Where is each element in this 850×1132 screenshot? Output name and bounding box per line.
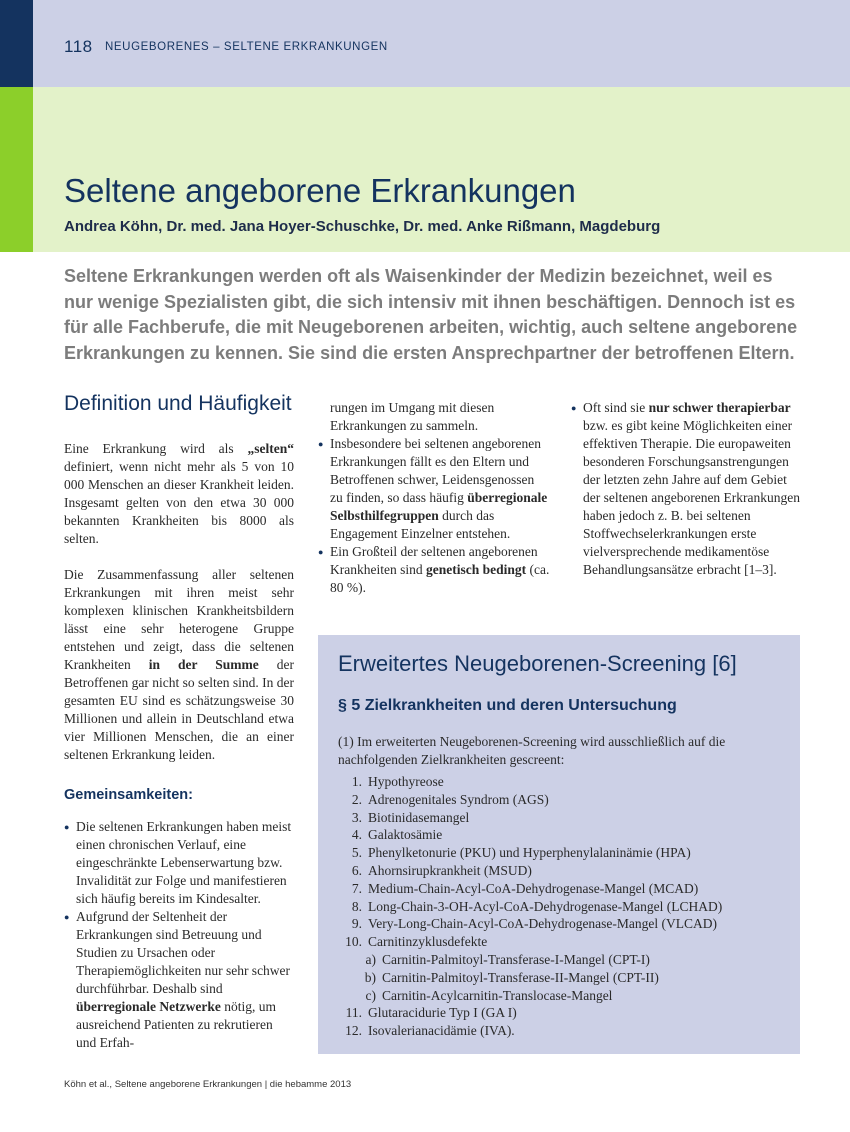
disease-item — [338, 844, 788, 862]
section-heading-definition: Definition und Häufigkeit — [64, 392, 292, 415]
disease-item — [338, 809, 788, 827]
bullet-list-continued — [318, 435, 550, 597]
emphasis-in-der-summe: in der Summe — [148, 657, 259, 672]
item-text: Isovalerianacidämie (IVA). — [368, 1023, 515, 1039]
authors: Andrea Köhn, Dr. med. Jana Hoyer-Schuschke, Dr. med. Anke Rißmann, Magdeburg — [64, 218, 661, 235]
item-text: Carnitinzyklusdefekte — [368, 934, 488, 950]
disease-item — [338, 915, 788, 933]
disease-item — [338, 1004, 788, 1022]
title-accent-bar — [0, 87, 33, 252]
header-accent-bar — [0, 0, 33, 87]
list-item-continuation: rungen im Umgang mit diesen Erkrankungen zu sammeln. — [330, 400, 495, 433]
disease-item — [338, 880, 788, 898]
item-text: Hypothyreose — [368, 774, 444, 789]
disease-item — [338, 773, 788, 791]
item-number: 7. — [351, 880, 362, 896]
item-text: Carnitin-Palmitoyl-Transferase-I-Mangel (CPT-I) — [382, 951, 650, 967]
screening-infobox — [318, 635, 800, 1054]
item-number: 6. — [351, 862, 362, 878]
column-3 — [571, 399, 803, 579]
item-number: 12. — [345, 1023, 362, 1039]
disease-item — [338, 791, 788, 809]
item-number: 8. — [351, 898, 362, 914]
item-text: Phenylketonurie (PKU) und Hyperphenylalaninämie (HPA) — [368, 845, 691, 861]
item-text: Carnitin-Acylcarnitin-Translocase-Mangel — [382, 987, 613, 1003]
infobox-intro: (1) Im erweiterten Neugeborenen-Screening wird ausschließlich auf die nachfolgenden Zielkrankheiten gescreent: — [338, 734, 726, 767]
list-item — [571, 399, 803, 579]
item-text: Biotinidasemangel — [368, 809, 470, 825]
list-item — [318, 543, 550, 597]
text-run: Eine Erkrankung wird als — [64, 441, 248, 456]
text-run: bzw. es gibt keine Möglichkeiten einer effektiven Therapie. Die europaweiten besonderen Forschungsanstrengungen der letzten zehn Jahre auf dem Gebiet der seltenen angeborenen Erkrankungen haben jedoch z. B. bei seltenen Stoffwechselerkrankungen erste vielversprechende medikamentöse Behandlungsansätze erbracht [1–3]. — [583, 418, 801, 577]
item-text: Very-Long-Chain-Acyl-CoA-Dehydrogenase-Mangel (VLCAD) — [368, 916, 718, 932]
page-footer: Köhn et al., Seltene angeborene Erkrankungen | die hebamme 2013 — [64, 1079, 352, 1090]
text-run: durch das Engagement Einzelner entstehen. — [330, 508, 511, 541]
article-title: Seltene angeborene Erkrankungen — [64, 172, 576, 209]
disease-subitem — [338, 987, 788, 1005]
emphasis-netzwerke: überregionale Netzwerke — [76, 999, 221, 1014]
text-run: Ein Großteil der seltenen angeborenen Krankheiten sind — [330, 544, 538, 577]
disease-item — [338, 1022, 788, 1040]
disease-item — [338, 898, 788, 916]
infobox-title: Erweitertes Neugeborenen-Screening [6] — [338, 651, 737, 676]
text-run: definiert, wenn nicht mehr als 5 von 10 000 Menschen an dieser Krankheit leiden. Insgesamt gelten von den etwa 30 000 bekannten Krankheiten bis 8000 als selten. — [64, 459, 294, 546]
disease-subitem — [338, 969, 788, 987]
item-number: c) — [365, 987, 376, 1003]
column-1 — [64, 390, 294, 1052]
item-text: Galaktosämie — [368, 827, 443, 843]
text-run: Aufgrund der Seltenheit der Erkrankungen sind Betreuung und Studien zu Ursachen oder Therapiemöglichkeiten nur sehr schwer durchführbar. Deshalb sind — [76, 909, 291, 996]
item-number: 2. — [351, 791, 362, 807]
text-run: der Betroffenen gar nicht so selten sind. In der gesamten EU sind es schätzungsweise 30 Millionen und allein in Deutschland etwa vier Millionen Menschen, die an einer seltenen Erkrankung leiden. — [64, 657, 294, 762]
disease-subitem — [338, 951, 788, 969]
item-number: 10. — [345, 934, 362, 950]
item-number: 9. — [351, 916, 362, 932]
disease-item — [338, 826, 788, 844]
column-2 — [318, 399, 550, 597]
page-number: 118 — [64, 37, 93, 56]
emphasis-therapierbar: nur schwer therapierbar — [648, 400, 791, 415]
item-text: Medium-Chain-Acyl-CoA-Dehydrogenase-Mangel (MCAD) — [368, 880, 699, 896]
bullet-list-therapie — [571, 399, 803, 579]
item-number: 1. — [351, 774, 362, 789]
target-disease-list — [338, 773, 788, 1040]
item-number: 11. — [345, 1005, 362, 1021]
text-run: Die seltenen Erkrankungen haben meist einen chronischen Verlauf, eine eingeschränkte Lebenserwartung bzw. Invalidität zur Folge und manifestieren sich häufig bereits im Kindesalter. — [76, 819, 292, 906]
list-item — [64, 908, 294, 1052]
item-number: 3. — [351, 809, 362, 825]
item-number: b) — [364, 969, 376, 985]
item-text: Long-Chain-3-OH-Acyl-CoA-Dehydrogenase-Mangel (LCHAD) — [368, 898, 723, 914]
list-item — [64, 818, 294, 908]
item-text: Carnitin-Palmitoyl-Transferase-II-Mangel (CPT-II) — [382, 969, 659, 985]
text-run: Insbesondere bei seltenen angeborenen Erkrankungen fällt es den Eltern und Betroffenen schwer, Leidensgenossen zu finden, so dass häufig — [330, 436, 542, 505]
disease-item — [338, 862, 788, 880]
emphasis-genetisch: genetisch bedingt — [425, 562, 527, 577]
item-number: a) — [365, 951, 376, 967]
item-text: Ahornsirupkrankheit (MSUD) — [368, 862, 532, 878]
text-run: Die Zusammenfassung aller seltenen Erkrankungen mit ihren meist sehr komplexen klinischen Krankheitsbildern lässt eine sehr heterogene Gruppe entstehen und zeigt, dass die seltenen Krankheiten — [64, 567, 294, 672]
text-run: (ca. 80 %). — [330, 562, 550, 595]
paragraph-summary — [64, 566, 294, 764]
running-head: NEUGEBORENES – SELTENE ERKRANKUNGEN — [105, 41, 388, 53]
item-text: Adrenogenitales Syndrom (AGS) — [368, 791, 549, 807]
text-run: Oft sind sie — [583, 400, 649, 415]
text-run: nötig, um ausreichend Patienten zu rekrutieren und Erfah- — [76, 999, 276, 1050]
item-number: 5. — [351, 845, 362, 861]
item-number: 4. — [351, 827, 362, 843]
disease-item — [338, 933, 788, 951]
item-text: Glutaracidurie Typ I (GA I) — [368, 1005, 517, 1021]
emphasis-selten: „selten“ — [247, 441, 294, 456]
subheading-gemeinsamkeiten: Gemeinsamkeiten: — [64, 787, 193, 803]
paragraph-definition — [64, 440, 294, 548]
infobox-subtitle: § 5 Zielkrankheiten und deren Untersuchung — [338, 697, 677, 714]
emphasis-selbsthilfe: überregionale Selbsthilfegruppen — [330, 490, 548, 523]
lead-paragraph: Seltene Erkrankungen werden oft als Waisenkinder der Medizin bezeichnet, weil es nur wenige Spezialisten gibt, die sich intensiv mit ihnen beschäftigen. Dennoch ist es für alle Fachberufe, die mit Neugeborenen arbeiten, wichtig, auch seltene angeborene Erkrankungen zu kennen. Sie sind die ersten Ansprechpartner der betroffenen Eltern. — [64, 266, 798, 363]
list-item — [318, 435, 550, 543]
bullet-list-gemeinsamkeiten — [64, 818, 294, 1052]
